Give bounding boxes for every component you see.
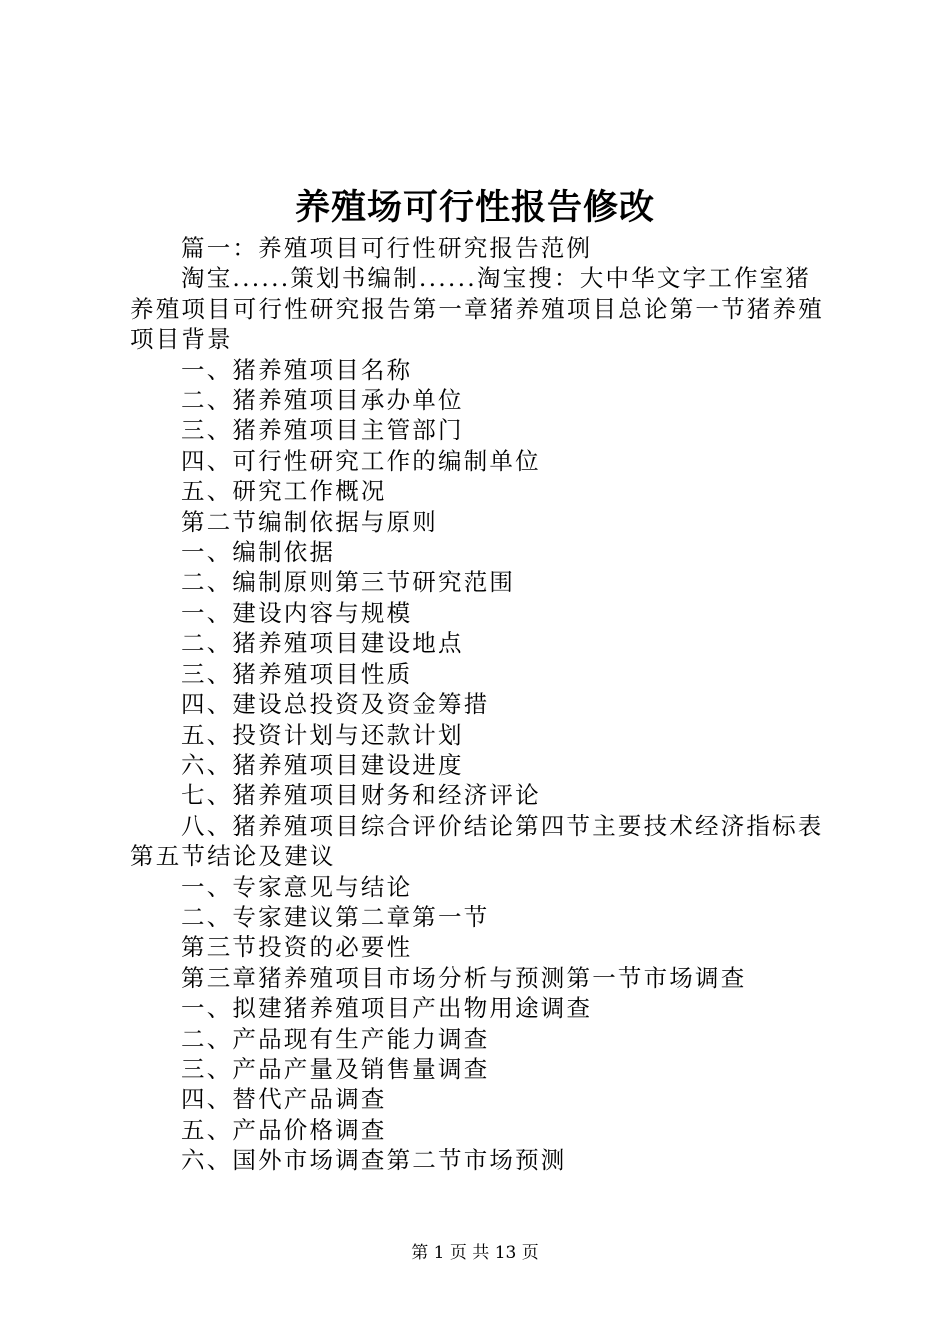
paragraph: 二、编制原则第三节研究范围 (181, 568, 516, 597)
paragraph: 第三章猪养殖项目市场分析与预测第一节市场调查 (181, 963, 747, 992)
paragraph: 三、猪养殖项目性质 (181, 659, 413, 688)
paragraph: 四、建设总投资及资金筹措 (181, 690, 490, 719)
document-body (130, 233, 832, 1176)
paragraph: 七、猪养殖项目财务和经济评论 (181, 781, 541, 810)
paragraph: 二、猪养殖项目建设地点 (181, 629, 464, 658)
paragraph: 六、国外市场调查第二节市场预测 (181, 1146, 567, 1175)
paragraph: 第二节编制依据与原则 (181, 507, 438, 536)
paragraph: 三、产品产量及销售量调查 (181, 1054, 490, 1083)
paragraph: 第三节投资的必要性 (181, 933, 413, 962)
paragraph: 淘宝......策划书编制......淘宝搜：大中华文字工作室猪养殖项目可行性研究报告第一章猪养殖项目总论第一节猪养殖项目背景 (130, 264, 824, 354)
page-number: 第 1 页 共 13 页 (411, 1243, 539, 1263)
paragraph: 篇一：养殖项目可行性研究报告范例 (181, 234, 593, 262)
paragraph: 一、编制依据 (181, 538, 336, 567)
paragraph: 一、专家意见与结论 (181, 872, 413, 901)
paragraph: 四、替代产品调查 (181, 1085, 387, 1114)
paragraph: 一、猪养殖项目名称 (181, 355, 413, 384)
paragraph: 六、猪养殖项目建设进度 (181, 750, 464, 779)
paragraph: 一、拟建猪养殖项目产出物用途调查 (181, 994, 593, 1023)
paragraph: 二、猪养殖项目承办单位 (181, 386, 464, 415)
paragraph: 五、投资计划与还款计划 (181, 720, 464, 749)
paragraph: 五、产品价格调查 (181, 1115, 387, 1144)
paragraph: 二、产品现有生产能力调查 (181, 1024, 490, 1053)
paragraph: 二、专家建议第二章第一节 (181, 902, 490, 931)
paragraph: 八、猪养殖项目综合评价结论第四节主要技术经济指标表第五节结论及建议 (130, 811, 824, 871)
paragraph: 一、建设内容与规模 (181, 598, 413, 627)
paragraph: 三、猪养殖项目主管部门 (181, 416, 464, 445)
paragraph: 五、研究工作概况 (181, 477, 387, 506)
document-title: 养殖场可行性报告修改 (294, 187, 655, 228)
paragraph: 四、可行性研究工作的编制单位 (181, 446, 541, 475)
